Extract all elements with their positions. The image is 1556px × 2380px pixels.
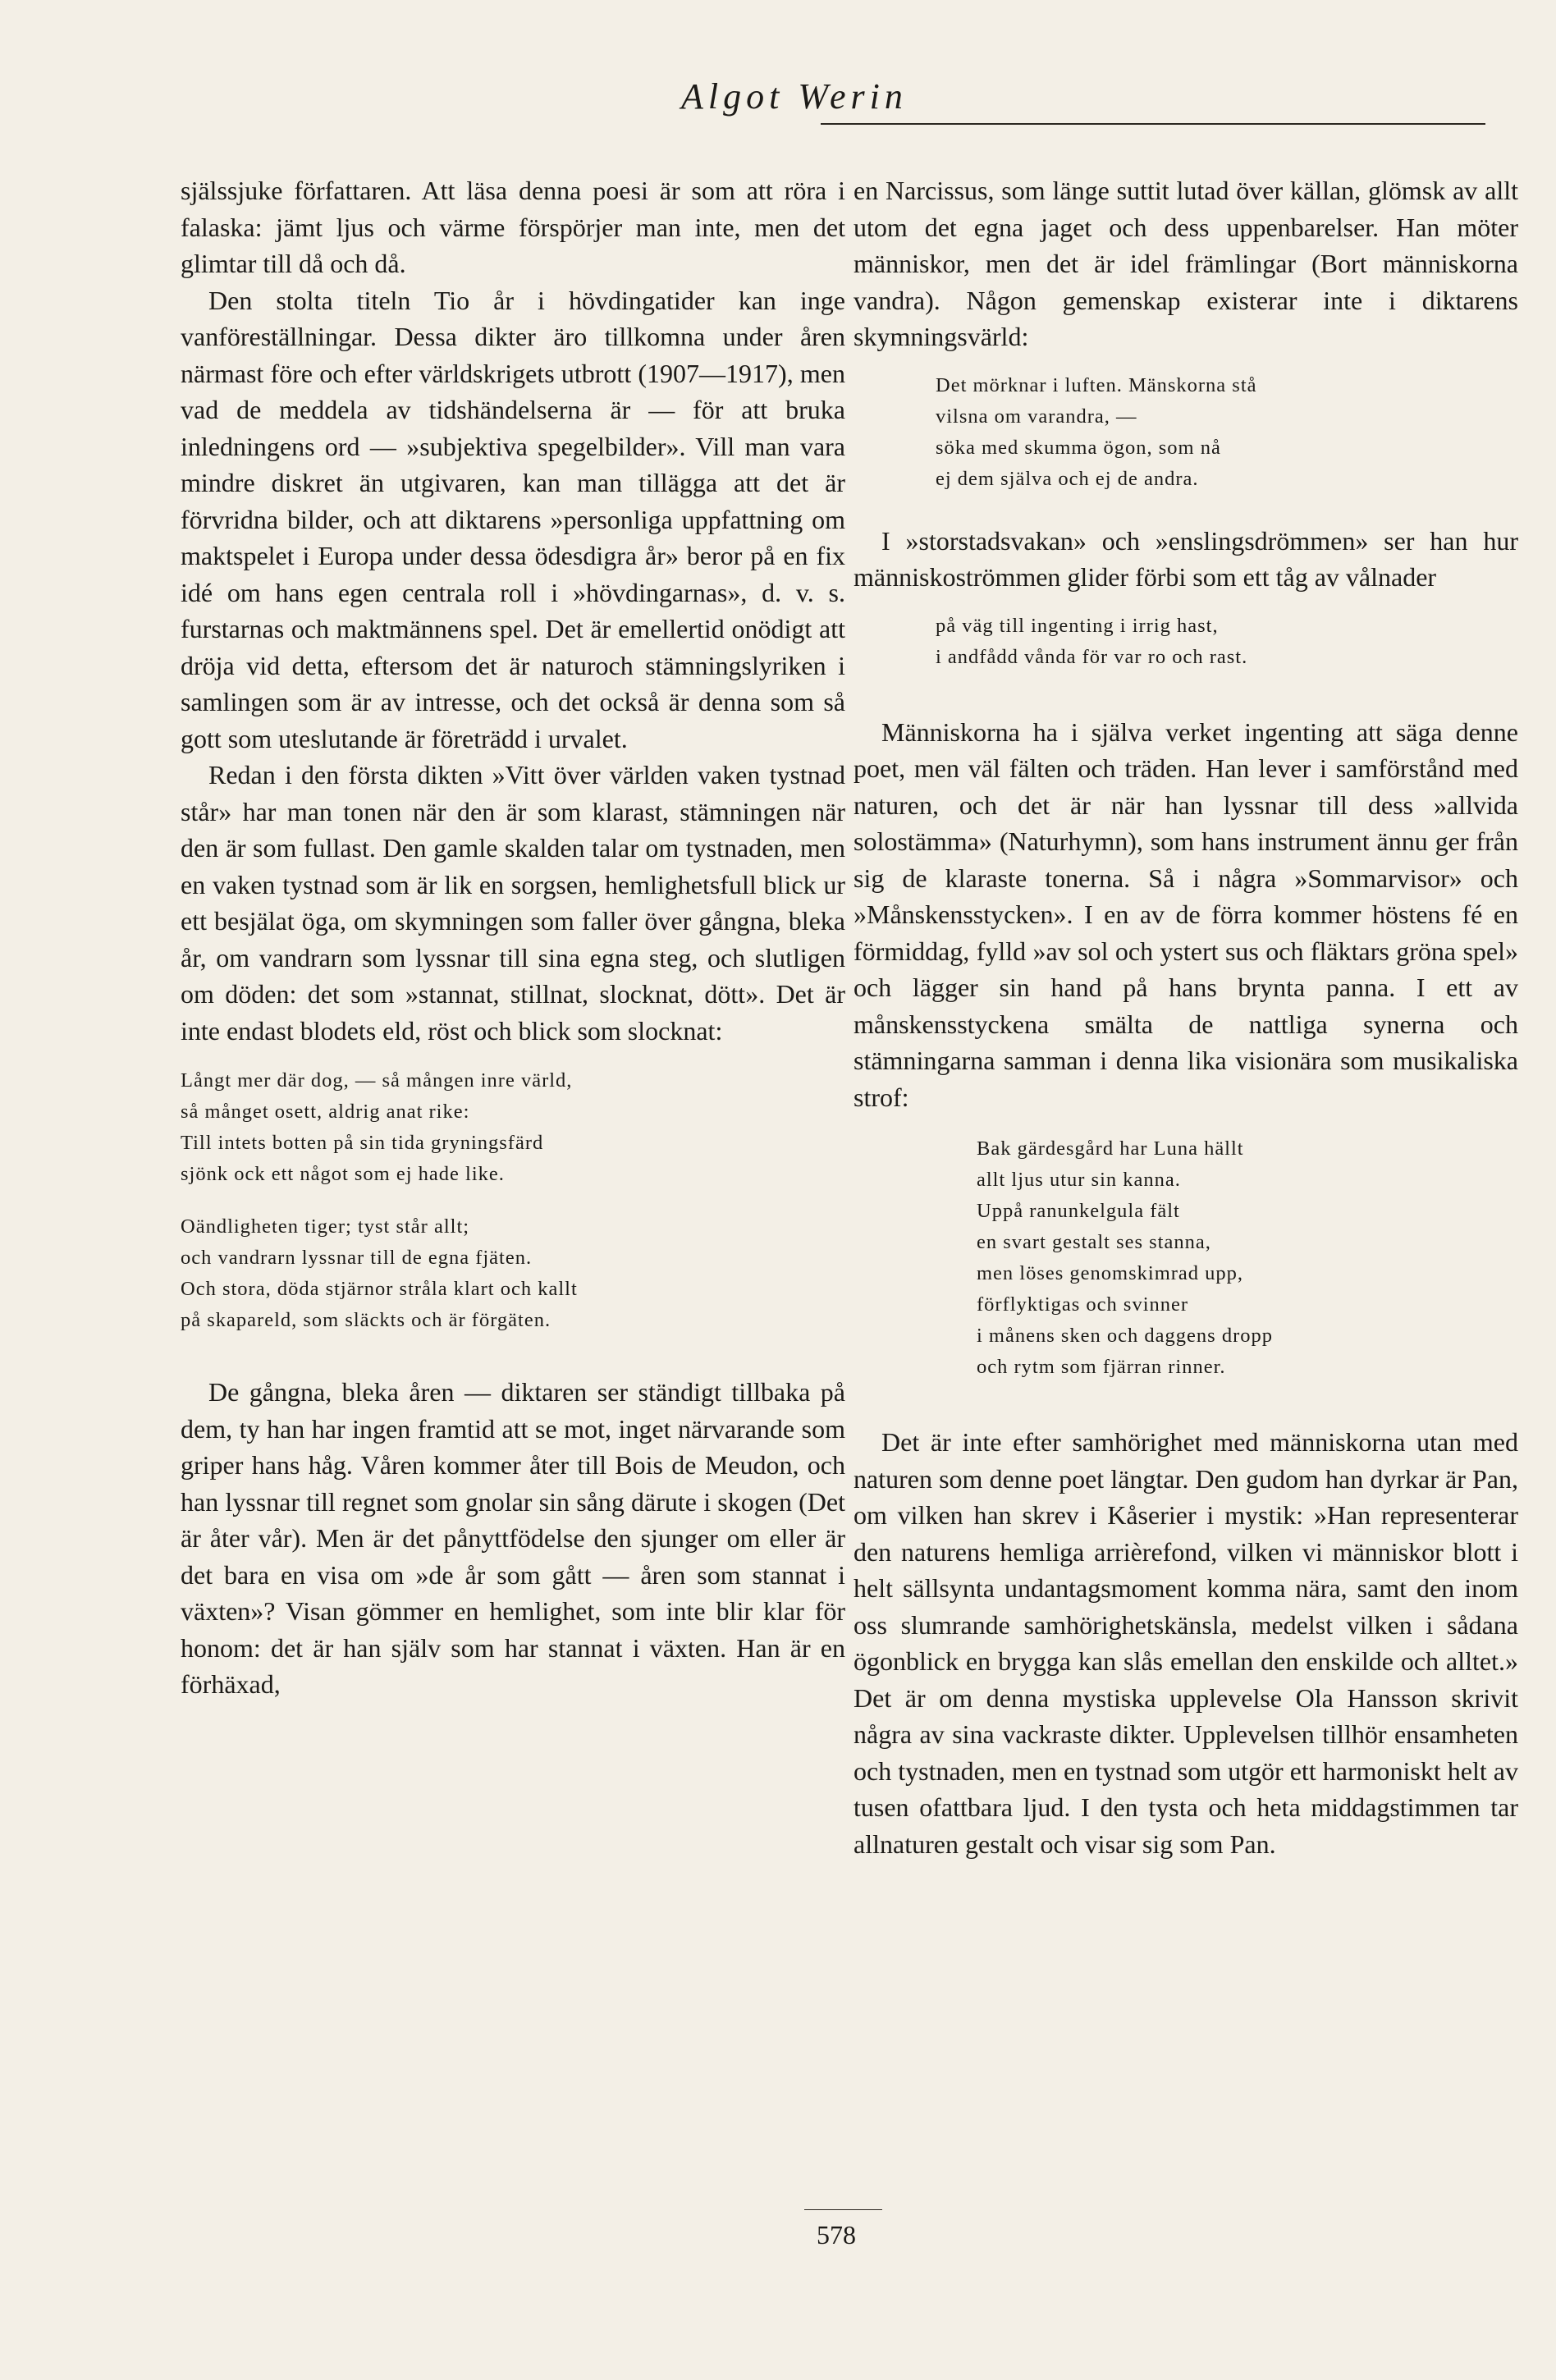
poem-stanza (181, 1211, 845, 1336)
poem-stanza (977, 1133, 1518, 1383)
poem-line: så månget osett, aldrig anat rike: (181, 1101, 470, 1123)
left-column (181, 172, 845, 1703)
paragraph: en Narcissus, som länge suttit lutad över källan, glömsk av allt utom det egna jaget och dess uppenbarelser. Han möter människor, men det är idel främlingar (Bort människorna vandra). Någon gemenskap existerar inte i diktarens skymningsvärld: (854, 176, 1518, 351)
poem-line: och vandrarn lyssnar till de egna fjäten. (181, 1247, 533, 1269)
poem-line: söka med skumma ögon, som nå (936, 436, 1221, 459)
page-number-rule (804, 2209, 882, 2210)
poem-line: vilsna om varandra, — (936, 405, 1137, 428)
poem-line: på väg till ingenting i irrig hast, (936, 614, 1219, 637)
poem-line: Det mörknar i luften. Mänskorna stå (936, 373, 1257, 396)
poem-stanza (936, 611, 1518, 673)
paragraph: Det är inte efter samhörighet med människorna utan med naturen som denne poet längtar. Den gudom han dyrkar är Pan, om vilken han skrev i Kåserier i mystik: »Han representerar den naturens hemliga arrièrefond, vilken vi människor blott i helt sällsynta undantagsmoment komma nära, samt den inom oss slumrande samhörighetskänsla, medelst vilken i sådana ögonblick en brygga kan slås emellan den enskilde och alltet.» Det är om denna mystiska upplevelse Ola Hansson skrivit några av sina vackraste dikter. Upplevelsen tillhör ensamheten och tystnaden, men en tystnad som utgör ett harmoniskt helt av tusen ofattbara ljud. I den tysta och heta middagstimmen tar allnaturen gestalt och visar sig som Pan. (854, 1427, 1518, 1859)
poem-line: ej dem själva och ej de andra. (936, 467, 1199, 490)
poem-stanza (181, 1065, 845, 1190)
paragraph: själssjuke författaren. Att läsa denna poesi är som att röra i falaska: jämt ljus och värme förspörjer man inte, men det glimtar till då och då. (181, 176, 845, 278)
header-rule (821, 123, 1485, 125)
poem-line: Långt mer där dog, — så mången inre värld, (181, 1069, 573, 1092)
page-number: 578 (817, 2220, 856, 2250)
poem-line: på skapareld, som släckts och är förgäten. (181, 1309, 551, 1331)
poem-line: allt ljus utur sin kanna. (977, 1169, 1181, 1191)
poem-line: Uppå ranunkelgula fält (977, 1200, 1180, 1222)
poem-line: men löses genomskimrad upp, (977, 1262, 1244, 1284)
poem-line: sjönk ock ett något som ej hade like. (181, 1163, 505, 1185)
paragraph: Den stolta titeln Tio år i hövdingatider kan inge vanföreställningar. Dessa dikter äro tillkomna under åren närmast före och efter världskrigets utbrott (1907—1917), men vad de meddela av tidshändelserna är — för att bruka inledningens ord — »subjektiva spegelbilder». Vill man vara mindre diskret än utgivaren, kan man tillägga att det är förvridna bilder, och att diktarens »personliga uppfattning om maktspelet i Europa under dessa ödesdigra år» beror på en fix idé om hans egen centrala roll i »hövdingarnas», d. v. s. furstarnas och maktmännens spel. Det är emellertid onödigt att dröja vid detta, eftersom det är naturoch stämningslyriken i samlingen som är av intresse, och det också är denna som så gott som uteslutande är företrädd i urvalet. (181, 285, 845, 753)
paragraph: De gångna, bleka åren — diktaren ser ständigt tillbaka på dem, ty han har ingen framtid att se mot, inget närvarande som griper hans håg. Våren kommer åter till Bois de Meudon, och han lyssnar till regnet som gnolar sin sång därute i skogen (Det är åter vår). Men är det pånyttfödelse den sjunger om eller är det bara en visa om »de år som gått — åren som stannat i växten»? Visan gömmer en hemlighet, som inte blir klar för honom: det är han själv som har stannat i växten. Han är en förhäxad, (181, 1377, 845, 1699)
poem-line: i månens sken och daggens dropp (977, 1325, 1273, 1347)
paragraph: Människorna ha i själva verket ingenting att säga denne poet, men väl fälten och träden. Han lever i samförstånd med naturen, och det är när han lyssnar till dess »allvida solostämma» (Naturhymn), som hans instrument ännu ger från sig de klaraste tonerna. Så i några »Sommarvisor» och »Månskensstycken». I en av de förra kommer höstens fé en förmiddag, fylld »av sol och ystert sus och fläktars gröna spel» och lägger sin hand på hans brynta panna. I ett av månskensstyckena smälta de nattliga synerna och stämningarna samman i denna lika visionära som musikaliska strof: (854, 716, 1518, 1112)
page-header (0, 76, 1556, 125)
poem-line: en svart gestalt ses stanna, (977, 1231, 1211, 1253)
poem-line: förflyktigas och svinner (977, 1293, 1189, 1316)
running-title: Algot Werin (681, 76, 908, 117)
poem-stanza (936, 370, 1518, 495)
paragraph: I »storstadsvakan» och »enslingsdrömmen» ser han hur människoströmmen glider förbi som ett tåg av vålnader (854, 525, 1518, 592)
right-column (854, 172, 1518, 1862)
poem-line: Bak gärdesgård har Luna hällt (977, 1137, 1244, 1160)
poem-line: och rytm som fjärran rinner. (977, 1356, 1226, 1378)
poem-line: Oändligheten tiger; tyst står allt; (181, 1215, 470, 1238)
poem-line: Och stora, döda stjärnor stråla klart och kallt (181, 1278, 578, 1300)
poem-line: i andfådd vånda för var ro och rast. (936, 645, 1248, 668)
paragraph: Redan i den första dikten »Vitt över världen vaken tystnad står» har man tonen när den är som klarast, stämningen när den är som fullast. Den gamle skalden talar om tystnaden, men en vaken tystnad som är lik en sorgsen, hemlighetsfull blick ur ett besjälat öga, om skymningen som faller över gångna, bleka år, om vandrarn som lyssnar till sina egna steg, och slutligen om döden: det som »stannat, stillnat, slocknat, dött». Det är inte endast blodets eld, röst och blick som slocknat: (181, 760, 845, 1046)
poem-line: Till intets botten på sin tida gryningsfärd (181, 1132, 544, 1154)
